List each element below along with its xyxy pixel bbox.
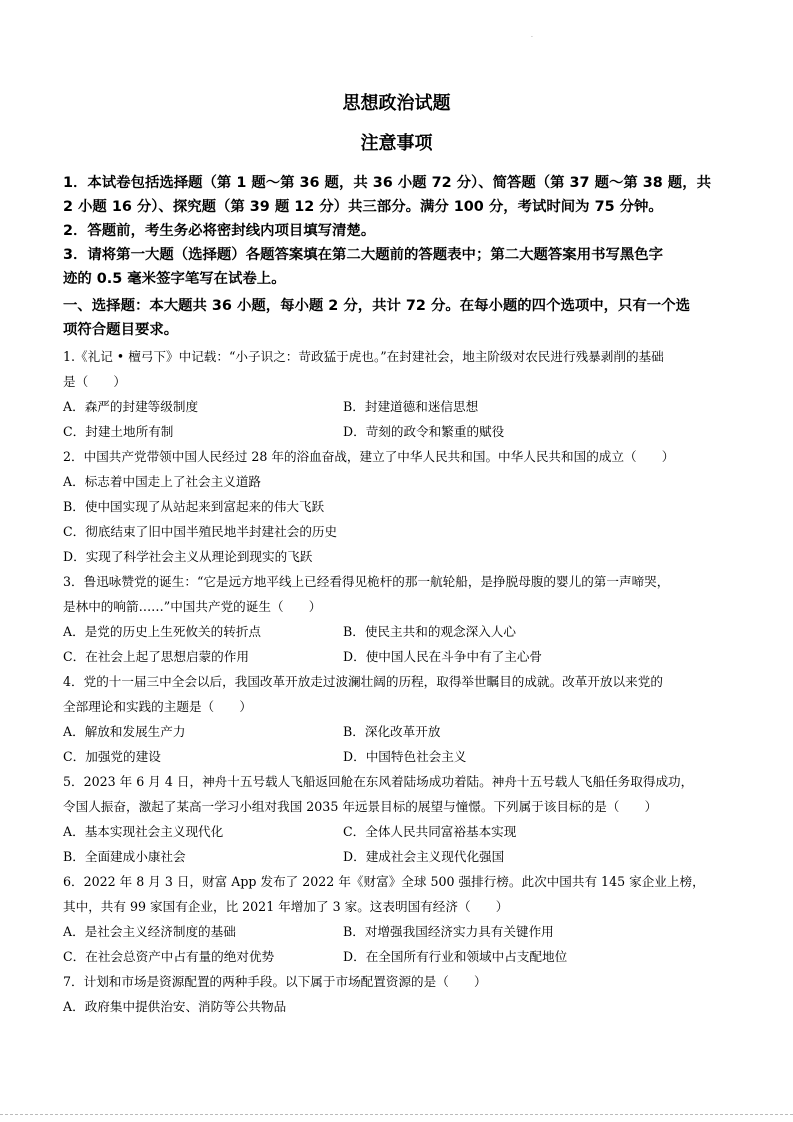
page-title: 思想政治试题 (342, 93, 451, 114)
question-stem: 6．2022 年 8 月 3 日，财富 App 发布了 2022 年《财富》全球 500 强排行榜。此次中国共有 145 家企业上榜， (63, 874, 705, 889)
question-stem: 是（ ） (63, 374, 126, 389)
question-stem: 4．党的十一届三中全会以后，我国改革开放走过波澜壮阔的历程，取得举世瞩目的成就。改革开放以来党的 (63, 674, 663, 689)
option-a: A．政府集中提供治安、消防等公共物品 (63, 999, 287, 1014)
option-a: A．标志着中国走上了社会主义道路 (63, 474, 262, 489)
option-b: B．对增强我国经济实力具有关键作用 (343, 924, 554, 939)
question-stem: 7．计划和市场是资源配置的两种手段。以下属于市场配置资源的是（ ） (63, 974, 487, 989)
note-line: 2 小题 16 分）、探究题（第 39 题 12 分）共三部分。满分 100 分，考试时间为 75 分钟。 (63, 199, 663, 215)
question-stem: 5．2023 年 6 月 4 日，神舟十五号载人飞船返回舱在东风着陆场成功着陆。神舟十五号载人飞船任务取得成功， (63, 774, 694, 789)
question-stem: 全部理论和实践的主题是（ ） (63, 699, 252, 714)
corner-mark: · (531, 34, 533, 41)
note-line: 迹的 0.5 毫米签字笔写在试卷上。 (63, 271, 286, 287)
option-b: B．封建道德和迷信思想 (343, 399, 479, 414)
option-a: A．是社会主义经济制度的基础 (63, 924, 236, 939)
option-a: A．森严的封建等级制度 (63, 399, 199, 414)
page-subtitle: 注意事项 (360, 133, 433, 154)
question-stem: 1.《礼记 • 檀弓下》中记载：“小子识之：苛政猛于虎也。”在封建社会，地主阶级对农民进行残暴剥削的基础 (63, 349, 664, 364)
option-d: D．在全国所有行业和领域中占支配地位 (343, 949, 568, 964)
question-stem: 是林中的响箭……”中国共产党的诞生（ ） (63, 599, 322, 614)
option-a: A．是党的历史上生死攸关的转折点 (63, 624, 262, 639)
question-stem: 2．中国共产党带领中国人民经过 28 年的浴血奋战，建立了中华人民共和国。中华人民共和国的成立（ ） (63, 449, 675, 464)
option-d: D．苛刻的政令和繁重的赋役 (343, 424, 505, 439)
option-c: C．全体人民共同富裕基本实现 (343, 824, 517, 839)
question-stem: 其中，共有 99 家国有企业，比 2021 年增加了 3 家。这表明国有经济（ ） (63, 899, 509, 914)
note-line: 3．请将第一大题（选择题）各题答案填在第二大题前的答题表中；第二大题答案用书写黑色字 (63, 247, 664, 263)
option-c: C．在社会总资产中占有量的绝对优势 (63, 949, 275, 964)
option-d: D．使中国人民在斗争中有了主心骨 (343, 649, 543, 664)
question-stem: 令国人振奋，激起了某高一学习小组对我国 2035 年远景目标的展望与憧憬。下列属于该目标的是（ ） (63, 799, 658, 814)
option-c: C．在社会上起了思想启蒙的作用 (63, 649, 249, 664)
option-c: C．加强党的建设 (63, 749, 161, 764)
option-d: D．中国特色社会主义 (343, 749, 467, 764)
page-bottom-divider (0, 1114, 793, 1115)
note-line: 2．答题前，考生务必将密封线内项目填写清楚。 (63, 223, 376, 239)
option-a: A．解放和发展生产力 (63, 724, 186, 739)
section-heading: 一、选择题：本大题共 36 小题，每小题 2 分，共计 72 分。在每小题的四个选项中，只有一个选 (63, 298, 690, 314)
option-b: B．全面建成小康社会 (63, 849, 186, 864)
option-a: A．基本实现社会主义现代化 (63, 824, 224, 839)
note-line: 1．本试卷包括选择题（第 1 题～第 36 题，共 36 小题 72 分）、简答题（第 37 题～第 38 题，共 (63, 175, 711, 191)
option-c: C．彻底结束了旧中国半殖民地半封建社会的历史 (63, 524, 338, 539)
option-b: B．使中国实现了从站起来到富起来的伟大飞跃 (63, 499, 325, 514)
section-heading: 项符合题目要求。 (63, 322, 179, 338)
option-d: D．建成社会主义现代化强国 (343, 849, 505, 864)
option-c: C．封建土地所有制 (63, 424, 174, 439)
option-d: D．实现了科学社会主义从理论到现实的飞跃 (63, 549, 313, 564)
option-b: B．深化改革开放 (343, 724, 441, 739)
option-b: B．使民主共和的观念深入人心 (343, 624, 516, 639)
question-stem: 3．鲁迅咏赞党的诞生：“它是远方地平线上已经看得见桅杆的那一航轮船，是挣脱母腹的婴儿的第一声啼哭， (63, 574, 670, 589)
